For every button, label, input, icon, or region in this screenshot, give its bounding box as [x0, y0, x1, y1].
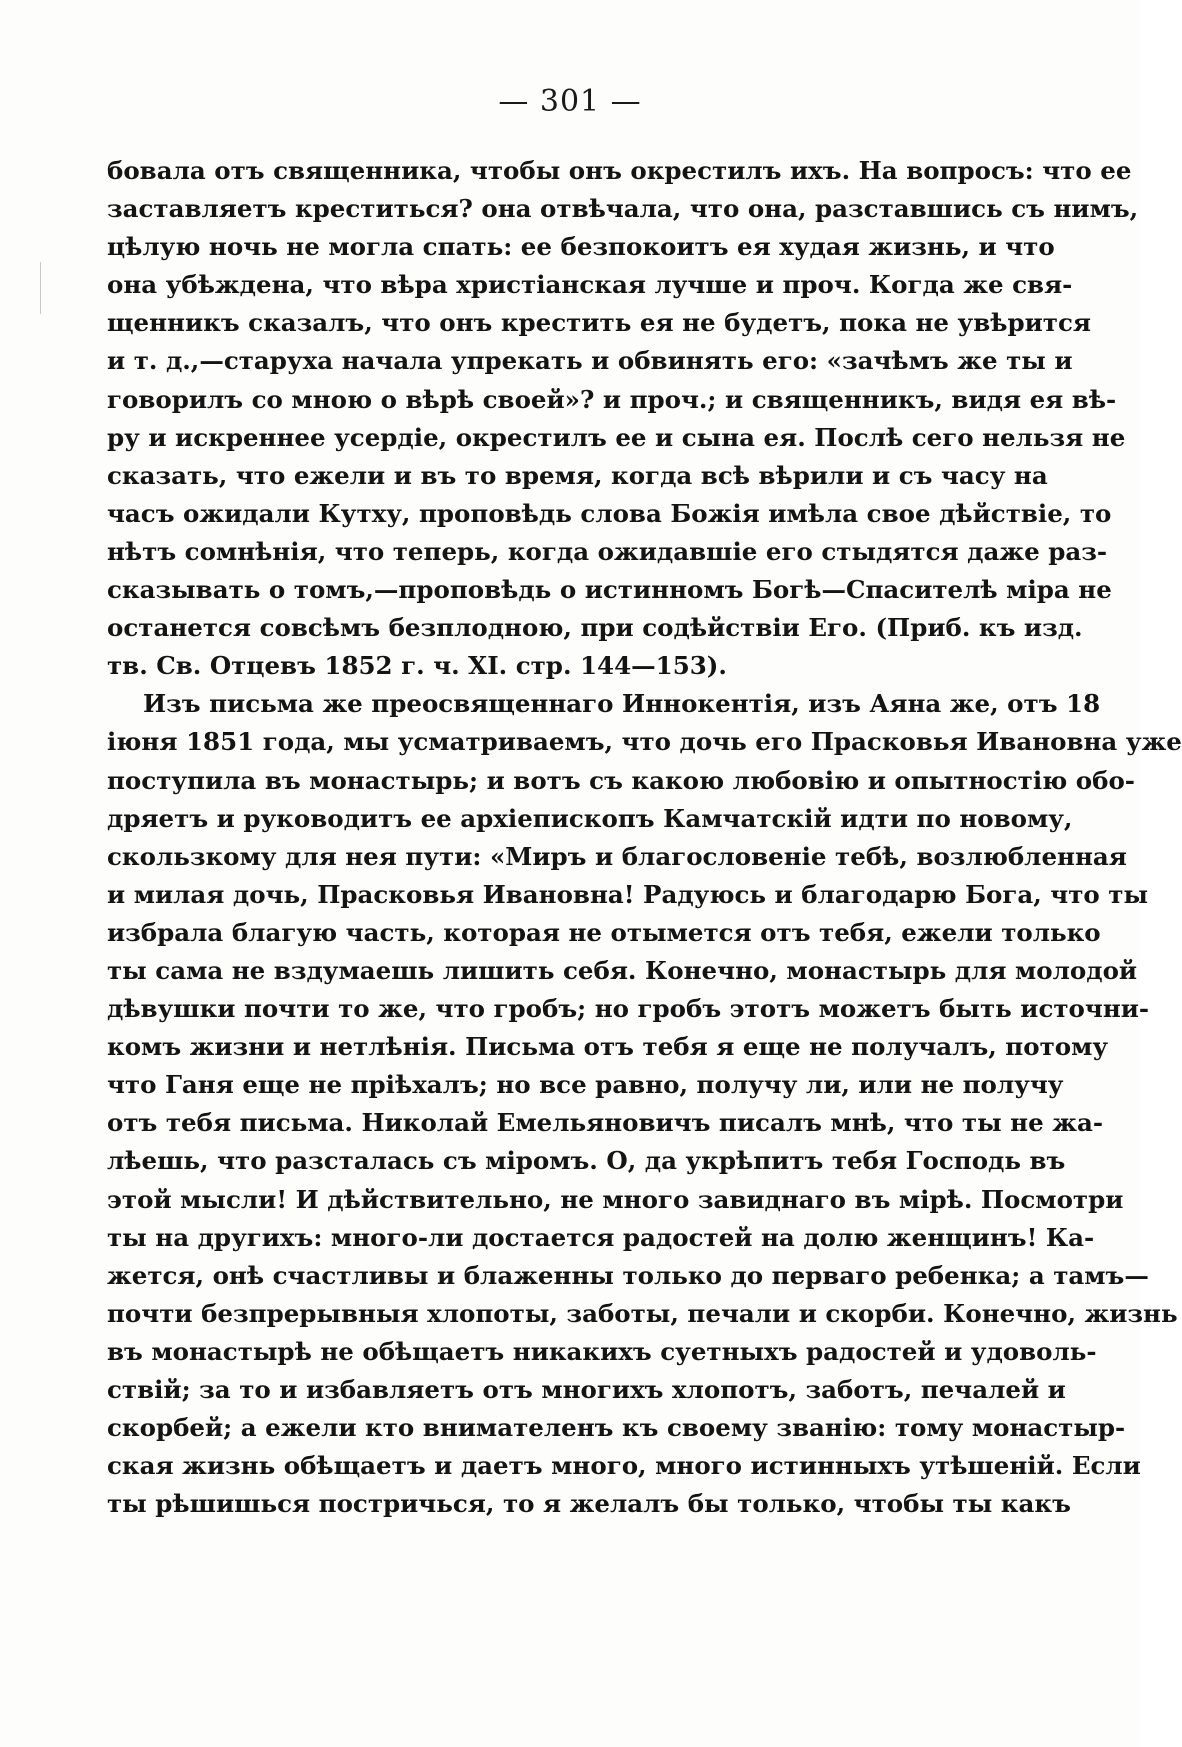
- text-line: ская жизнь обѣщаетъ и даетъ много, много истинныхъ утѣшеній. Если: [107, 1451, 1141, 1481]
- text-line: дѣвушки почти то же, что гробъ; но гробъ этотъ можетъ быть источни-: [107, 994, 1150, 1024]
- text-line: говорилъ со мною о вѣрѣ своей»? и проч.; и священникъ, видя ея вѣ-: [107, 384, 1117, 414]
- text-line: цѣлую ночь не могла спать: ее безпокоитъ ея худая жизнь, и что: [107, 232, 1055, 262]
- text-line: и т. д.,—старуха начала упрекать и обвинять его: «зачѣмъ же ты и: [107, 346, 1073, 376]
- text-line: избрала благую часть, которая не отымется отъ тебя, ежели только: [107, 917, 1101, 947]
- text-line: ты рѣшишься постричься, то я желалъ бы только, чтобы ты какъ: [107, 1489, 1071, 1519]
- text-line: щенникъ сказалъ, что онъ крестить ея не будетъ, пока не увѣрится: [107, 308, 1091, 338]
- margin-mark: [40, 262, 41, 314]
- paragraph-1: [107, 152, 1139, 685]
- text-line: скорбей; а ежели кто внимателенъ къ своему званію: тому монастыр-: [107, 1413, 1126, 1443]
- page-number: — 301 —: [498, 84, 642, 119]
- text-line: скользкому для нея пути: «Миръ и благословеніе тебѣ, возлюбленная: [107, 841, 1127, 871]
- text-line: сказать, что ежели и въ то время, когда всѣ вѣрили и съ часу на: [107, 460, 1048, 490]
- text-line: комъ жизни и нетлѣнія. Письма отъ тебя я еще не получалъ, потому: [107, 1032, 1109, 1062]
- text-line: поступила въ монастырь; и вотъ съ какою любовію и опытностію обо-: [107, 765, 1135, 795]
- text-line: почти безпрерывныя хлопоты, заботы, печали и скорби. Конечно, жизнь: [107, 1298, 1178, 1328]
- text-line: жется, онѣ счастливы и блаженны только до перваго ребенка; а тамъ—: [107, 1260, 1149, 1290]
- text-line: сказывать о томъ,—проповѣдь о истинномъ Богѣ—Спасителѣ міра не: [107, 575, 1112, 605]
- text-line: ру и искреннее усердіе, окрестилъ ее и сына ея. Послѣ сего нельзя не: [107, 422, 1126, 452]
- body-text: [107, 152, 1182, 1523]
- text-line: ты на другихъ: много-ли достается радостей на долю женщинъ! Ка-: [107, 1222, 1095, 1252]
- paragraph-2: [107, 685, 1182, 1523]
- text-line: Изъ письма же преосвященнаго Иннокентія, изъ Аяна же, отъ 18: [143, 689, 1101, 719]
- text-line: іюня 1851 года, мы усматриваемъ, что дочь его Прасковья Ивановна уже: [107, 727, 1182, 757]
- text-line: и милая дочь, Прасковья Ивановна! Радуюсь и благодарю Бога, что ты: [107, 879, 1149, 909]
- text-line: ты сама не вздумаешь лишить себя. Конечно, монастырь для молодой: [107, 955, 1138, 985]
- text-line: заставляетъ креститься? она отвѣчала, что она, разставшись съ нимъ,: [107, 194, 1139, 224]
- text-line: часъ ожидали Кутху, проповѣдь слова Божія имѣла свое дѣйствіе, то: [107, 498, 1112, 528]
- text-line: этой мысли! И дѣйствительно, не много завиднаго въ мірѣ. Посмотри: [107, 1184, 1124, 1214]
- text-line: бовала отъ священника, чтобы онъ окрестилъ ихъ. На вопросъ: что ее: [107, 156, 1132, 185]
- text-line: ствій; за то и избавляетъ отъ многихъ хлопотъ, заботъ, печалей и: [107, 1375, 1066, 1404]
- text-line: останется совсѣмъ безплодною, при содѣйствіи Его. (Приб. къ изд.: [107, 613, 1083, 643]
- text-line: она убѣждена, что вѣра христіанская лучше и проч. Когда же свя-: [107, 270, 1073, 300]
- text-line: отъ тебя письма. Николай Емельяновичъ писалъ мнѣ, что ты не жа-: [107, 1108, 1104, 1138]
- text-line: тв. Св. Отцевъ 1852 г. ч. XI. стр. 144—153).: [107, 651, 727, 681]
- text-line: въ монастырѣ не обѣщаетъ никакихъ суетныхъ радостей и удоволь-: [107, 1336, 1097, 1366]
- text-line: что Ганя еще не пріѣхалъ; но все равно, получу ли, или не получу: [107, 1070, 1064, 1100]
- text-line: нѣтъ сомнѣнія, что теперь, когда ожидавшіе его стыдятся даже раз-: [107, 536, 1108, 566]
- text-line: лѣешь, что разсталась съ міромъ. О, да укрѣпитъ тебя Господь въ: [107, 1146, 1066, 1176]
- text-line: дряетъ и руководитъ ее архіепископъ Камчатскій идти по новому,: [107, 803, 1073, 833]
